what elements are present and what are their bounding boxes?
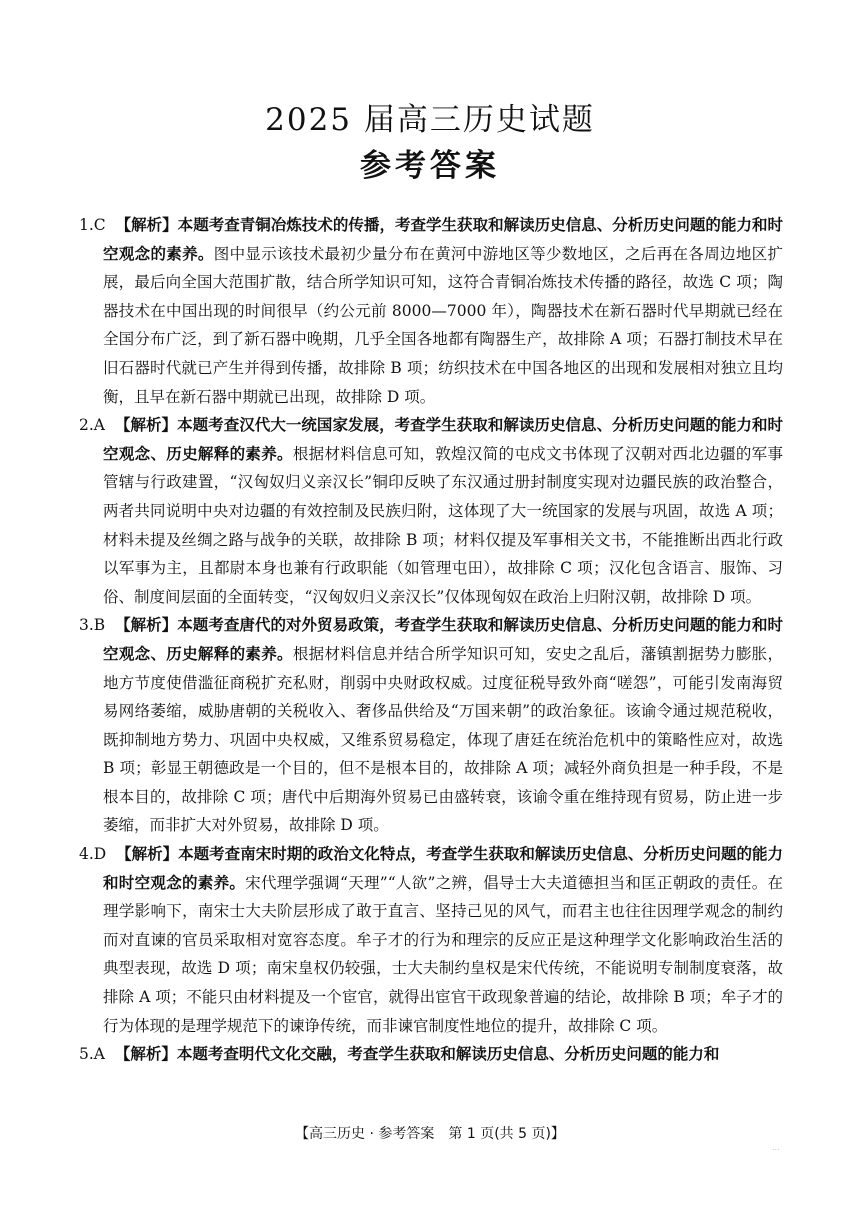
question-number: 4. [79,845,94,864]
answer-choice: D [93,845,107,864]
analysis-lead: 本题考查唐代的对外贸易政策，考查学生获取和解读历史信息、分析历史问题的能力和时空观念、历史解释的素养。 [103,616,783,663]
answer-item-1 [79,211,783,411]
page-title: 2025 届高三历史试题 [265,102,595,138]
question-number: 1. [79,216,94,234]
analysis-lead: 本题考查汉代大一统国家发展，考查学生获取和解读历史信息、分析历史问题的能力和时空观念、历史解释的素养。 [103,416,783,463]
answer-paragraph [79,211,783,411]
analysis-tag: 【解析】 [115,216,178,234]
analysis-tag: 【解析】 [115,616,178,635]
answer-choice: C [93,216,106,234]
answer-paragraph [79,611,783,840]
analysis-body: 根据材料信息可知，敦煌汉简的屯戍文书体现了汉朝对西北边疆的军事管辖与行政建置，“汉匈奴归义亲汉长”铜印反映了东汉通过册封制度实现对边疆民族的政治整合，两者共同说明中央对边疆的有效控制及民族归附，这体现了大一统国家的发展与巩固，故选 A 项；材料未提及丝绸之路与战争的关联，故排除 B 项；材料仅提及军事相关文书，不能推断出西北行政以军事为主，且都尉本身也兼有行政职能（如管理屯田），故排除 C 项；汉化包含语言、服饰、习俗、制度间层面的全面转变，“汉匈奴归义亲汉长”仅体现匈奴在政治上归附汉朝，故排除 D 项。 [103,444,783,606]
question-number: 3. [79,616,94,635]
question-number: 5. [79,1045,94,1064]
analysis-tag: 【解析】 [116,845,179,864]
answer-paragraph [79,1040,783,1069]
analysis-tag: 【解析】 [114,1045,177,1064]
page-subtitle: 参考答案 [360,148,500,184]
answer-list [79,211,783,1069]
answer-paragraph [79,840,783,1040]
question-number: 2. [79,416,94,435]
analysis-body: 图中显示该技术最初少量分布在黄河中游地区等少数地区，之后再在各周边地区扩展，最后向全国大范围扩散，结合所学知识可知，这符合青铜冶炼技术传播的路径，故选 C 项；陶器技术在中国出现的时间很早（约公元前 8000—7000 年），陶器技术在新石器时代早期就已经在全国分布广泛，到了新石器中晚期，几乎全国各地都有陶器生产，故排除 A 项；石器打制技术早在旧石器时代就已产生并得到传播，故排除 B 项；纺织技术在中国各地区的出现和发展相对独立且均衡，且早在新石器中期就已出现，故排除 D 项。 [103,244,783,406]
analysis-lead: 本题考查南宋时期的政治文化特点，考查学生获取和解读历史信息、分析历史问题的能力和时空观念的素养。 [103,845,783,892]
answer-choice: A [93,416,105,435]
answer-item-4 [79,840,783,1040]
analysis-body: 根据材料信息并结合所学知识可知，安史之乱后，藩镇割据势力膨胀，地方节度使借滥征商税扩充私财，削弱中央财政权威。过度征税导致外商“嗟怨”，可能引发南海贸易网络萎缩，威胁唐朝的关税收入、奢侈品供给及“万国来朝”的政治象征。该谕令通过规范税收，既抑制地方势力、巩固中央权威，又维系贸易稳定，体现了唐廷在统治危机中的策略性应对，故选 B 项；彰显王朝德政是一个目的，但不是根本目的，故排除 A 项；减轻外商负担是一种手段，不是根本目的，故排除 C 项；唐代中后期海外贸易已由盛转衰，该谕令重在维持现有贸易，防止进一步萎缩，而非扩大对外贸易，故排除 D 项。 [103,644,783,835]
analysis-lead: 本题考查明代文化交融，考查学生获取和解读历史信息、分析历史问题的能力和 [176,1045,720,1064]
answer-choice: B [93,616,106,635]
page-footer: 【高三历史 · 参考答案 第 1 页(共 5 页)】 [295,1126,565,1142]
answer-item-2 [79,411,783,611]
answer-paragraph [79,411,783,611]
analysis-lead: 本题考查青铜冶炼技术的传播，考查学生获取和解读历史信息、分析历史问题的能力和时空观念的素养。 [103,216,783,263]
analysis-body: 宋代理学强调“天理”“人欲”之辨，倡导士大夫道德担当和匡正朝政的责任。在理学影响下，南宋士大夫阶层形成了敢于直言、坚持己见的风气，而君主也往往因理学观念的制约而对直谏的官员采取相对宽容态度。牟子才的行为和理宗的反应正是这种理学文化影响政治生活的典型表现，故选 D 项；南宋皇权仍较强，士大夫制约皇权是宋代传统，不能说明专制制度衰落，故排除 A 项；不能只由材料提及一个宦官，就得出宦官干政现象普遍的结论，故排除 B 项；牟子才的行为体现的是理学规范下的谏诤传统，而非谏官制度性地位的提升，故排除 C 项。 [103,873,783,1035]
analysis-tag: 【解析】 [114,416,178,435]
answer-item-5 [79,1040,783,1069]
answer-choice: A [93,1045,105,1064]
answer-item-3 [79,611,783,840]
corner-mark: ... [772,1143,780,1152]
